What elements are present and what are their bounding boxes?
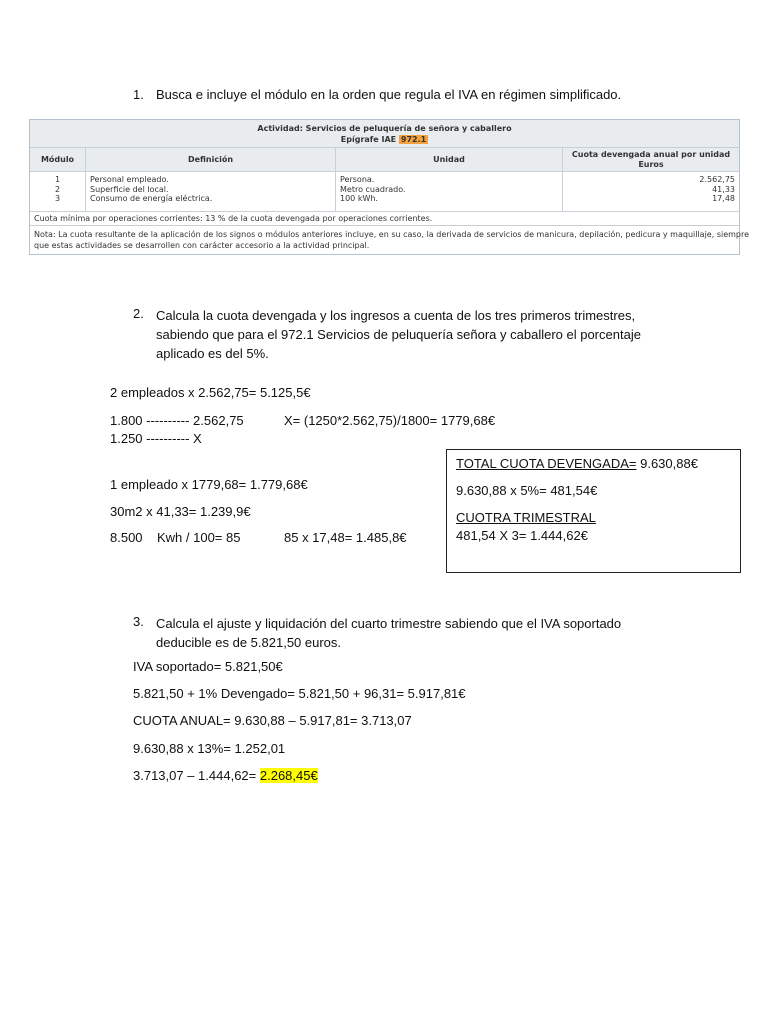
column-unidad <box>336 172 563 212</box>
final-result-line <box>133 768 318 783</box>
iva-soportado: IVA soportado= 5.821,50€ <box>133 659 283 674</box>
calc-un-empleado: 1 empleado x 1779,68= 1.779,68€ <box>110 477 308 492</box>
question-3-number: 3. <box>133 614 144 629</box>
calc-kwh-cuota: 85 x 17,48= 1.485,8€ <box>284 530 407 545</box>
nota-line-1: Nota: La cuota resultante de la aplicación de los signos o módulos anteriores incluye, en su caso, la derivada de servicios de manicura, depilación, pedicura y maquillaje, siempre <box>34 230 750 239</box>
table-cell: 1 <box>54 175 61 184</box>
table-caption <box>30 120 739 148</box>
epigrafe-prefix: Epígrafe IAE <box>340 135 397 144</box>
question-3-line-2: deducible es de 5.821,50 euros. <box>156 635 342 650</box>
table-cell: 17,48 <box>712 194 735 203</box>
total-cuota-label: TOTAL CUOTA DEVENGADA= <box>456 456 637 471</box>
table-cell: Persona. <box>340 175 375 184</box>
nota-line-2: que estas actividades se desarrollen con carácter accesorio a la actividad principal. <box>34 241 370 250</box>
table-cell: Metro cuadrado. <box>340 184 406 194</box>
column-cuota <box>563 172 739 212</box>
question-2-line-3: aplicado es del 5%. <box>156 346 269 361</box>
question-3-text <box>156 614 621 652</box>
question-1-text: Busca e incluye el módulo en la orden que regula el IVA en régimen simplificado. <box>156 87 622 102</box>
nota-row <box>30 227 750 255</box>
calc-empleados: 2 empleados x 2.562,75= 5.125,5€ <box>110 385 311 400</box>
table-cell: 41,33 <box>712 184 735 194</box>
devengado-calc: 5.821,50 + 1% Devengado= 5.821,50 + 96,31= 5.917,81€ <box>133 686 466 701</box>
table-cell: Personal empleado. <box>90 175 169 184</box>
question-2-line-1: Calcula la cuota devengada y los ingresos a cuenta de los tres primeros trimestres, <box>156 308 636 323</box>
cuota-trimestral-label: CUOTRA TRIMESTRAL <box>456 510 596 525</box>
final-result-value: 2.268,45€ <box>259 768 318 783</box>
total-cuota-value: 9.630,88€ <box>636 456 698 471</box>
table-caption-epigrafe <box>30 134 739 145</box>
header-cuota-line1: Cuota devengada anual por unidad <box>571 149 731 159</box>
header-modulo: Módulo <box>30 148 86 172</box>
cuota-trimestral-value: 481,54 X 3= 1.444,62€ <box>456 528 588 543</box>
summary-box <box>446 449 741 573</box>
header-definicion: Definición <box>86 148 336 172</box>
question-1-number: 1. <box>133 87 144 102</box>
table-cell: 2 <box>54 184 61 194</box>
header-cuota <box>563 148 739 172</box>
cuota-minima-row: Cuota mínima por operaciones corrientes: 13 % de la cuota devengada por operaciones corrientes. <box>30 212 739 226</box>
calc-regla-linea-1: 1.800 ---------- 2.562,75 <box>110 413 244 428</box>
table-cell: Consumo de energía eléctrica. <box>90 194 213 203</box>
cuota-porcentaje: 9.630,88 x 5%= 481,54€ <box>456 483 598 498</box>
header-unidad: Unidad <box>336 148 563 172</box>
cuota-minima-calc: 9.630,88 x 13%= 1.252,01 <box>133 741 286 756</box>
modulos-table <box>29 119 750 255</box>
final-result-prefix: 3.713,07 – 1.444,62= <box>133 768 260 783</box>
table-cell: 100 kWh. <box>340 194 378 203</box>
table-caption-activity: Actividad: Servicios de peluquería de señora y caballero <box>257 124 512 133</box>
table-cell: Superficie del local. <box>90 184 169 194</box>
cuota-anual: CUOTA ANUAL= 9.630,88 – 5.917,81= 3.713,07 <box>133 713 412 728</box>
calc-kwh: 8.500 Kwh / 100= 85 <box>110 530 241 545</box>
column-definicion <box>86 172 336 212</box>
question-2-line-2: sabiendo que para el 972.1 Servicios de peluquería señora y caballero el porcentaje <box>156 327 641 342</box>
table-cell: 2.562,75 <box>699 175 735 184</box>
calc-regla-linea-2: 1.250 ---------- X <box>110 431 202 446</box>
epigrafe-code: 972.1 <box>400 135 427 144</box>
question-3-line-1: Calcula el ajuste y liquidación del cuarto trimestre sabiendo que el IVA soportado <box>156 616 622 631</box>
question-2-text <box>156 306 641 363</box>
header-cuota-line2: Euros <box>638 159 664 169</box>
table-cell: 3 <box>54 194 61 203</box>
calc-regla-formula: X= (1250*2.562,75)/1800= 1779,68€ <box>284 413 496 428</box>
total-cuota-devengada <box>456 456 698 471</box>
calc-superficie: 30m2 x 41,33= 1.239,9€ <box>110 504 251 519</box>
column-modulo <box>30 172 86 212</box>
question-2-number: 2. <box>133 306 144 321</box>
